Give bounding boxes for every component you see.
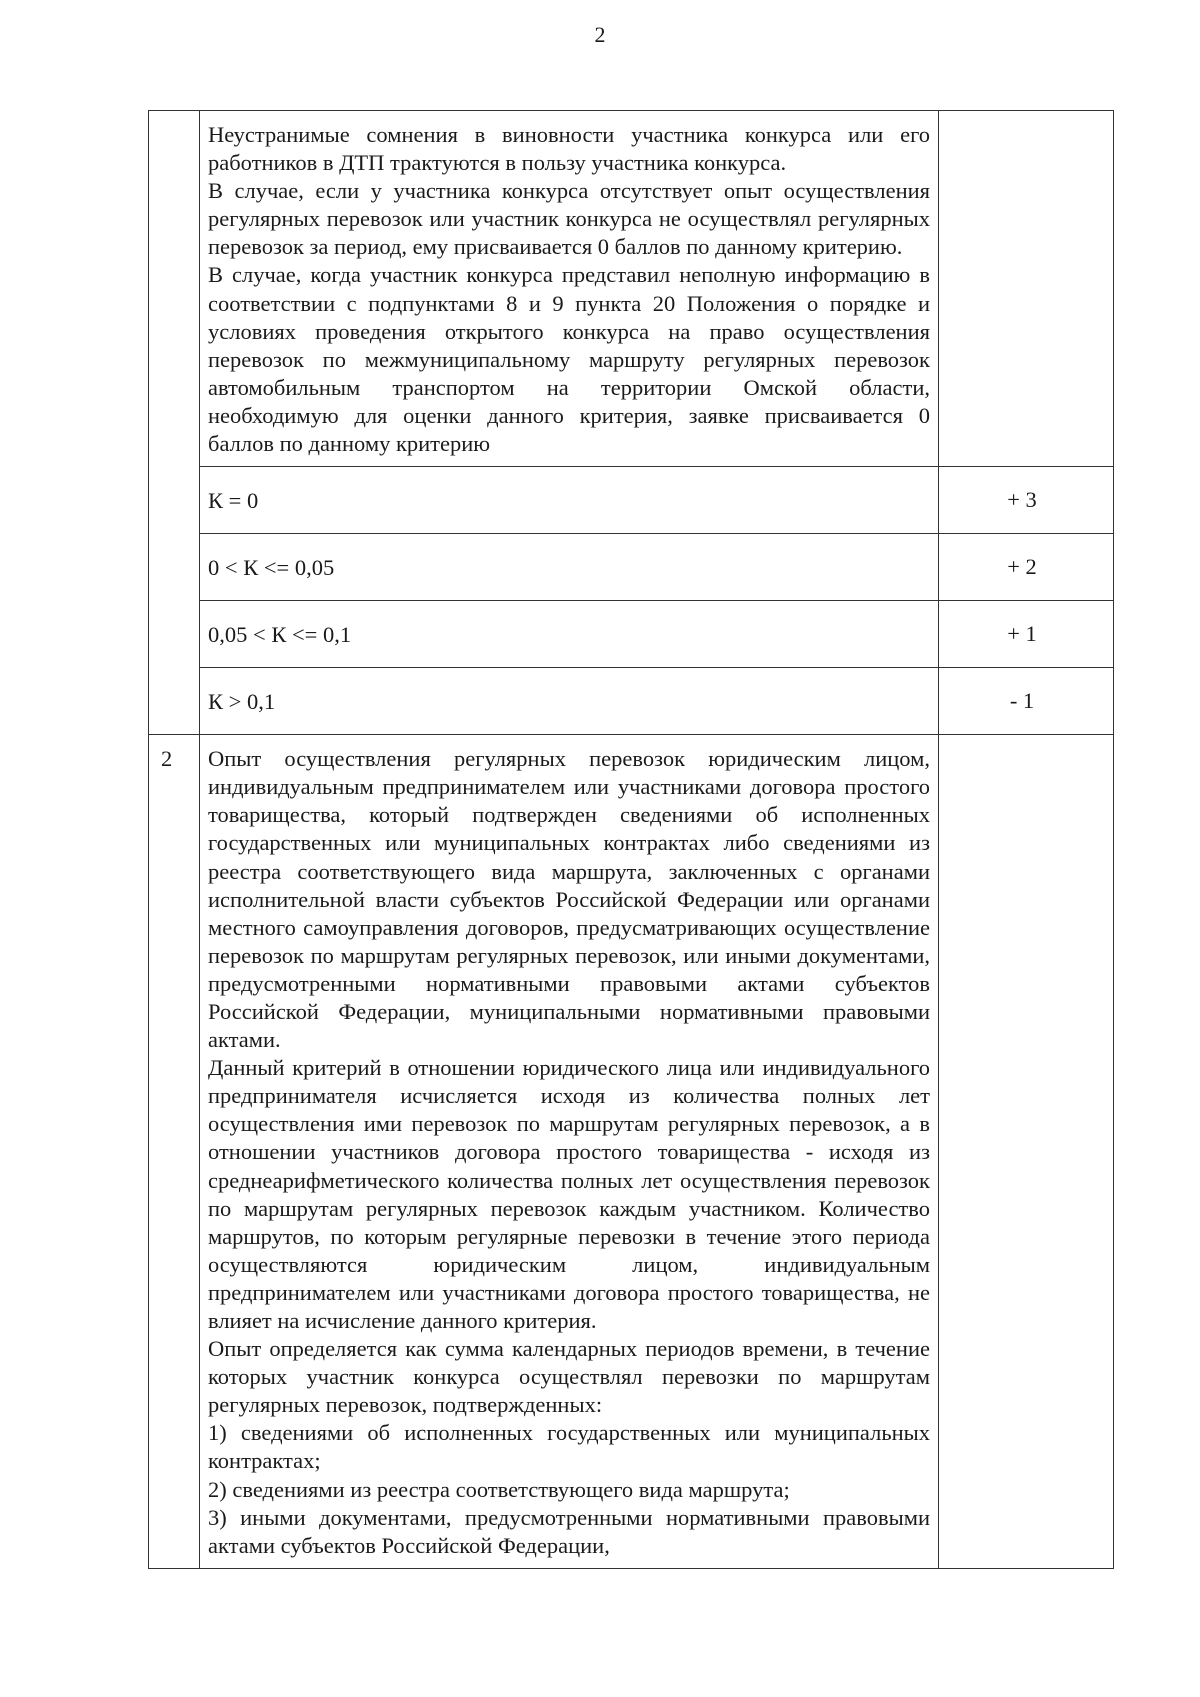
score-condition: 0 < К <= 0,05 (200, 534, 939, 601)
score-value: + 2 (939, 534, 1114, 601)
page-number: 2 (594, 22, 606, 47)
criterion-description-cell (200, 735, 939, 1569)
score-value: + 3 (939, 467, 1114, 534)
score-cell (939, 111, 1114, 467)
criteria-table (148, 110, 1114, 1569)
table-row-criterion-1-text (149, 111, 1114, 467)
criterion-number-cell (149, 111, 200, 735)
score-condition: К = 0 (200, 467, 939, 534)
score-row (149, 668, 1114, 735)
score-cell (939, 735, 1114, 1569)
score-condition: К > 0,1 (200, 668, 939, 735)
criterion-description-cell (200, 111, 939, 467)
criterion-number: 2 (149, 735, 200, 1569)
criterion-paragraph: Данный критерий в отношении юридического лица или индивидуального предпринимателя исчисляется исходя из количества полных лет осуществления ими перевозок по маршрутам регулярных перевозок, а в отношении участников договора простого товарищества - исходя из среднеарифметического количества полных лет осуществления перевозок по маршрутам регулярных перевозок каждым участником. Количество маршрутов, по которым регулярные перевозки в течение этого периода осуществляются юридическим лицом, индивидуальным предпринимателем или участниками договора простого товарищества, не влияет на исчисление данного критерия. (208, 1055, 930, 1333)
score-row (149, 601, 1114, 668)
criterion-paragraph: 1) сведениями об исполненных государственных или муниципальных контрактах; (208, 1420, 930, 1474)
criterion-paragraph: 2) сведениями из реестра соответствующего вида маршрута; (208, 1476, 790, 1502)
criterion-paragraph: Опыт определяется как сумма календарных периодов времени, в течение которых участник конкурса осуществлял перевозки по маршрутам регулярных перевозок, подтвержденных: (208, 1336, 930, 1418)
criterion-paragraph: Неустранимые сомнения в виновности участника конкурса или его работников в ДТП трактуются в пользу участника конкурса. (208, 122, 930, 176)
score-value: + 1 (939, 601, 1114, 668)
score-value: - 1 (939, 668, 1114, 735)
score-row (149, 534, 1114, 601)
score-row (149, 467, 1114, 534)
table-row-criterion-2 (149, 735, 1114, 1569)
criterion-paragraph: В случае, если у участника конкурса отсутствует опыт осуществления регулярных перевозок или участник конкурса не осуществлял регулярных перевозок за период, ему присваивается 0 баллов по данному критерию. (208, 178, 930, 260)
criterion-paragraph: 3) иными документами, предусмотренными нормативными правовыми актами субъектов Российской Федерации, (208, 1504, 930, 1558)
criterion-paragraph: Опыт осуществления регулярных перевозок юридическим лицом, индивидуальным предпринимателем или участниками договора простого товарищества, который подтвержден сведениями об исполненных государственных или муниципальных контрактах либо сведениями из реестра соответствующего вида маршрута, заключенных с органами исполнительной власти субъектов Российской Федерации или органами местного самоуправления договоров, предусматривающих осуществление перевозок по маршрутам регулярных перевозок, или иными документами, предусмотренными нормативными правовыми актами субъектов Российской Федерации, муниципальными нормативными правовыми актами. (208, 746, 930, 1053)
score-condition: 0,05 < К <= 0,1 (200, 601, 939, 668)
criterion-paragraph: В случае, когда участник конкурса представил неполную информацию в соответствии с подпунктами 8 и 9 пункта 20 Положения о порядке и условиях проведения открытого конкурса на право осуществления перевозок по межмуниципальному маршруту регулярных перевозок автомобильным транспортом на территории Омской области, необходимую для оценки данного критерия, заявке присваивается 0 баллов по данному критерию (208, 262, 930, 457)
